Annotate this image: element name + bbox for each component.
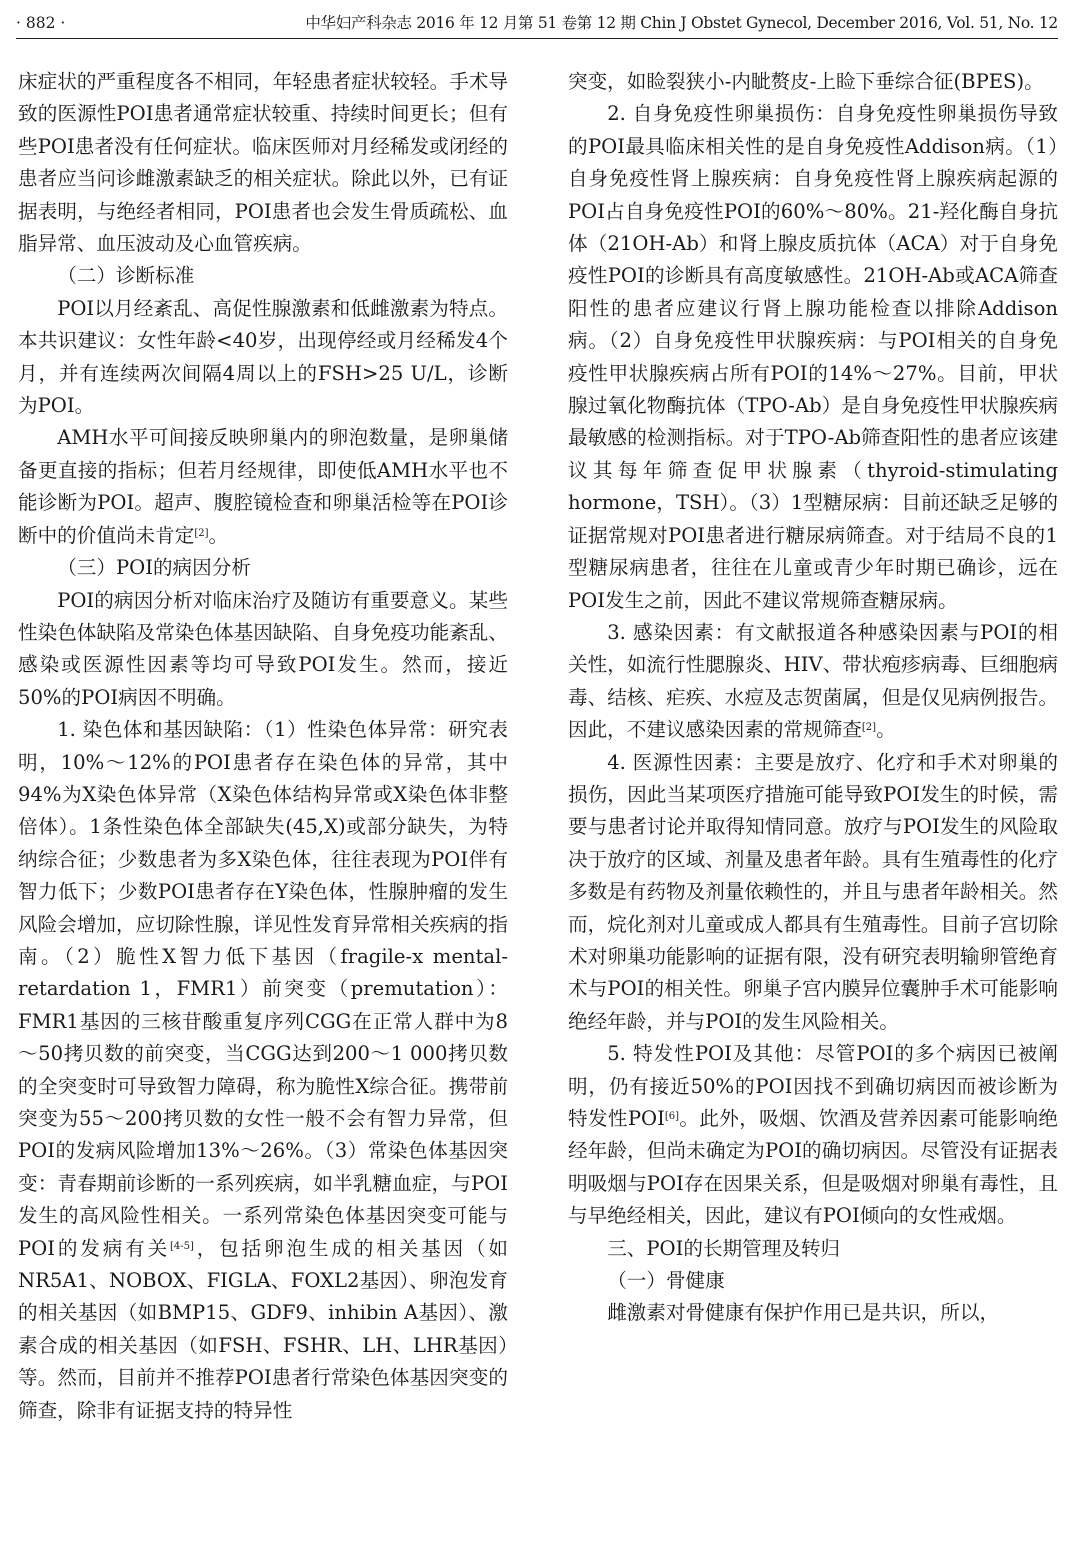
citation: [4-5] [170, 1240, 194, 1252]
paragraph: 突变，如睑裂狭小-内眦赘皮-上睑下垂综合征(BPES)。 [568, 70, 1044, 93]
right-column [568, 66, 1058, 1330]
paragraph: POI以月经紊乱、高促性腺激素和低雌激素为特点。本共识建议：女性年龄<40岁，出现停经或月经稀发4个月，并有连续两次间隔4周以上的FSH>25 U/L，诊断为POI。 [18, 296, 508, 418]
page-number: · 882 · [16, 14, 66, 32]
paragraph: 2. 自身免疫性卵巢损伤：自身免疫性卵巢损伤导致的POI最具临床相关性的是自身免疫性Addison病。（1）自身免疫性肾上腺疾病：自身免疫性肾上腺疾病起源的POI占自身免疫性POI的60%～80%。21-羟化酶自身抗体（21OH-Ab）和肾上腺皮质抗体（ACA）对于自身免疫性POI的诊断具有高度敏感性。21OH-Ab或ACA筛查阳性的患者应建议行肾上腺功能检查以排除Addison病。（2）自身免疫性甲状腺疾病：与POI相关的自身免疫性甲状腺疾病占所有POI的14%～27%。目前，甲状腺过氧化物酶抗体（TPO-Ab）是自身免疫性甲状腺疾病最敏感的检测指标。对于TPO-Ab筛查阳性的患者应该建议其每年筛查促甲状腺素（thyroid-stimulating hormone，TSH）。（3）1型糖尿病：目前还缺乏足够的证据常规对POI患者进行糖尿病筛查。对于结局不良的1型糖尿病患者，往往在儿童或青少年时期已确诊，远在POI发生之前，因此不建议常规筛查糖尿病。 [568, 102, 1058, 612]
paragraph: 床症状的严重程度各不相同，年轻患者症状较轻。手术导致的医源性POI患者通常症状较重、持续时间更长；但有些POI患者没有任何症状。临床医师对月经稀发或闭经的患者应当问诊雌激素缺乏的相关症状。除此以外，已有证据表明，与绝经者相同，POI患者也会发生骨质疏松、血脂异常、血压波动及心血管疾病。 [18, 70, 508, 256]
paragraph: 5. 特发性POI及其他：尽管POI的多个病因已被阐明，仍有接近50%的POI因找不到确切病因而被诊断为特发性POI[6]。此外，吸烟、饮酒及营养因素可能影响绝经年龄，但尚未确定为POI的确切病因。尽管没有证据表明吸烟与POI存在因果关系，但是吸烟对卵巢有毒性，且与早绝经相关，因此，建议有POI倾向的女性戒烟。 [568, 1042, 1058, 1228]
paragraph: POI的病因分析对临床治疗及随访有重要意义。某些性染色体缺陷及常染色体基因缺陷、自身免疫功能紊乱、感染或医源性因素等均可导致POI发生。然而，接近50%的POI病因不明确。 [18, 588, 508, 709]
section-heading-etiology: （三）POI的病因分析 [57, 556, 251, 580]
section-heading-bone-health: （一）骨健康 [607, 1269, 725, 1293]
paragraph: 1. 染色体和基因缺陷：（1）性染色体异常：研究表明，10%～12%的POI患者存在染色体的异常，其中94%为X染色体异常（X染色体结构异常或X染色体非整倍体）。1条性染色体全部缺失(45,X)或部分缺失，为特纳综合征；少数患者为多X染色体，往往表现为POI伴有智力低下；少数POI患者存在Y染色体，性腺肿瘤的发生风险会增加，应切除性腺，详见性发育异常相关疾病的指南。（2）脆性X智力低下基因（fragile-x mental-retardation 1，FMR1）前突变（premutation）：FMR1基因的三核苷酸重复序列CGG在正常人群中为8～50拷贝数的前突变，当CGG达到200～1 000拷贝数的全突变时可导致智力障碍，称为脆性X综合征。携带前突变为55～200拷贝数的女性一般不会有智力异常，但POI的发病风险增加13%～26%。（3）常染色体基因突变：青春期前诊断的一系列疾病，如半乳糖血症，与POI发生的高风险性相关。一系列常染色体基因突变可能与POI的发病有关[4-5]，包括卵泡生成的相关基因（如NR5A1、NOBOX、FIGLA、FOXL2基因）、卵泡发育的相关基因（如BMP15、GDF9、inhibin A基因）、激素合成的相关基因（如FSH、FSHR、LH、LHR基因）等。然而，目前并不推荐POI患者行常染色体基因突变的筛查，除非有证据支持的特异性 [18, 718, 508, 1422]
section-heading-management: 三、POI的长期管理及转归 [607, 1236, 841, 1260]
section-heading-diagnosis: （二）诊断标准 [57, 264, 195, 288]
paragraph: 雌激素对骨健康有保护作用已是共识，所以， [607, 1301, 1000, 1325]
citation: [2] [194, 527, 209, 539]
running-header [16, 8, 1058, 39]
citation: [2] [861, 722, 877, 734]
citation: [6] [664, 1111, 679, 1122]
paragraph: 3. 感染因素：有文献报道各种感染因素与POI的相关性，如流行性腮腺炎、HIV、带状疱疹病毒、巨细胞病毒、结核、疟疾、水痘及志贺菌属，但是仅见病例报告。因此，不建议感染因素的常规筛查[2]。 [568, 620, 1058, 742]
journal-citation: 中华妇产科杂志 2016 年 12 月第 51 卷第 12 期 Chin J Obstet Gynecol, December 2016, Vol. 51, No. 12 [305, 14, 1058, 32]
paragraph: AMH水平可间接反映卵巢内的卵泡数量，是卵巢储备更直接的指标；但若月经规律，即使低AMH水平也不能诊断为POI。超声、腹腔镜检查和卵巢活检等在POI诊断中的价值尚未肯定[2]。 [18, 426, 508, 547]
left-column [18, 66, 508, 1427]
paragraph: 4. 医源性因素：主要是放疗、化疗和手术对卵巢的损伤，因此当某项医疗措施可能导致POI发生的时候，需要与患者讨论并取得知情同意。放疗与POI发生的风险取决于放疗的区域、剂量及患者年龄。具有生殖毒性的化疗多数是有药物及剂量依赖性的，并且与患者年龄相关。然而，烷化剂对儿童或成人都具有生殖毒性。目前子宫切除术对卵巢功能影响的证据有限，没有研究表明输卵管绝育术与POI的相关性。卵巢子宫内膜异位囊肿手术可能影响绝经年龄，并与POI的发生风险相关。 [568, 750, 1058, 1033]
